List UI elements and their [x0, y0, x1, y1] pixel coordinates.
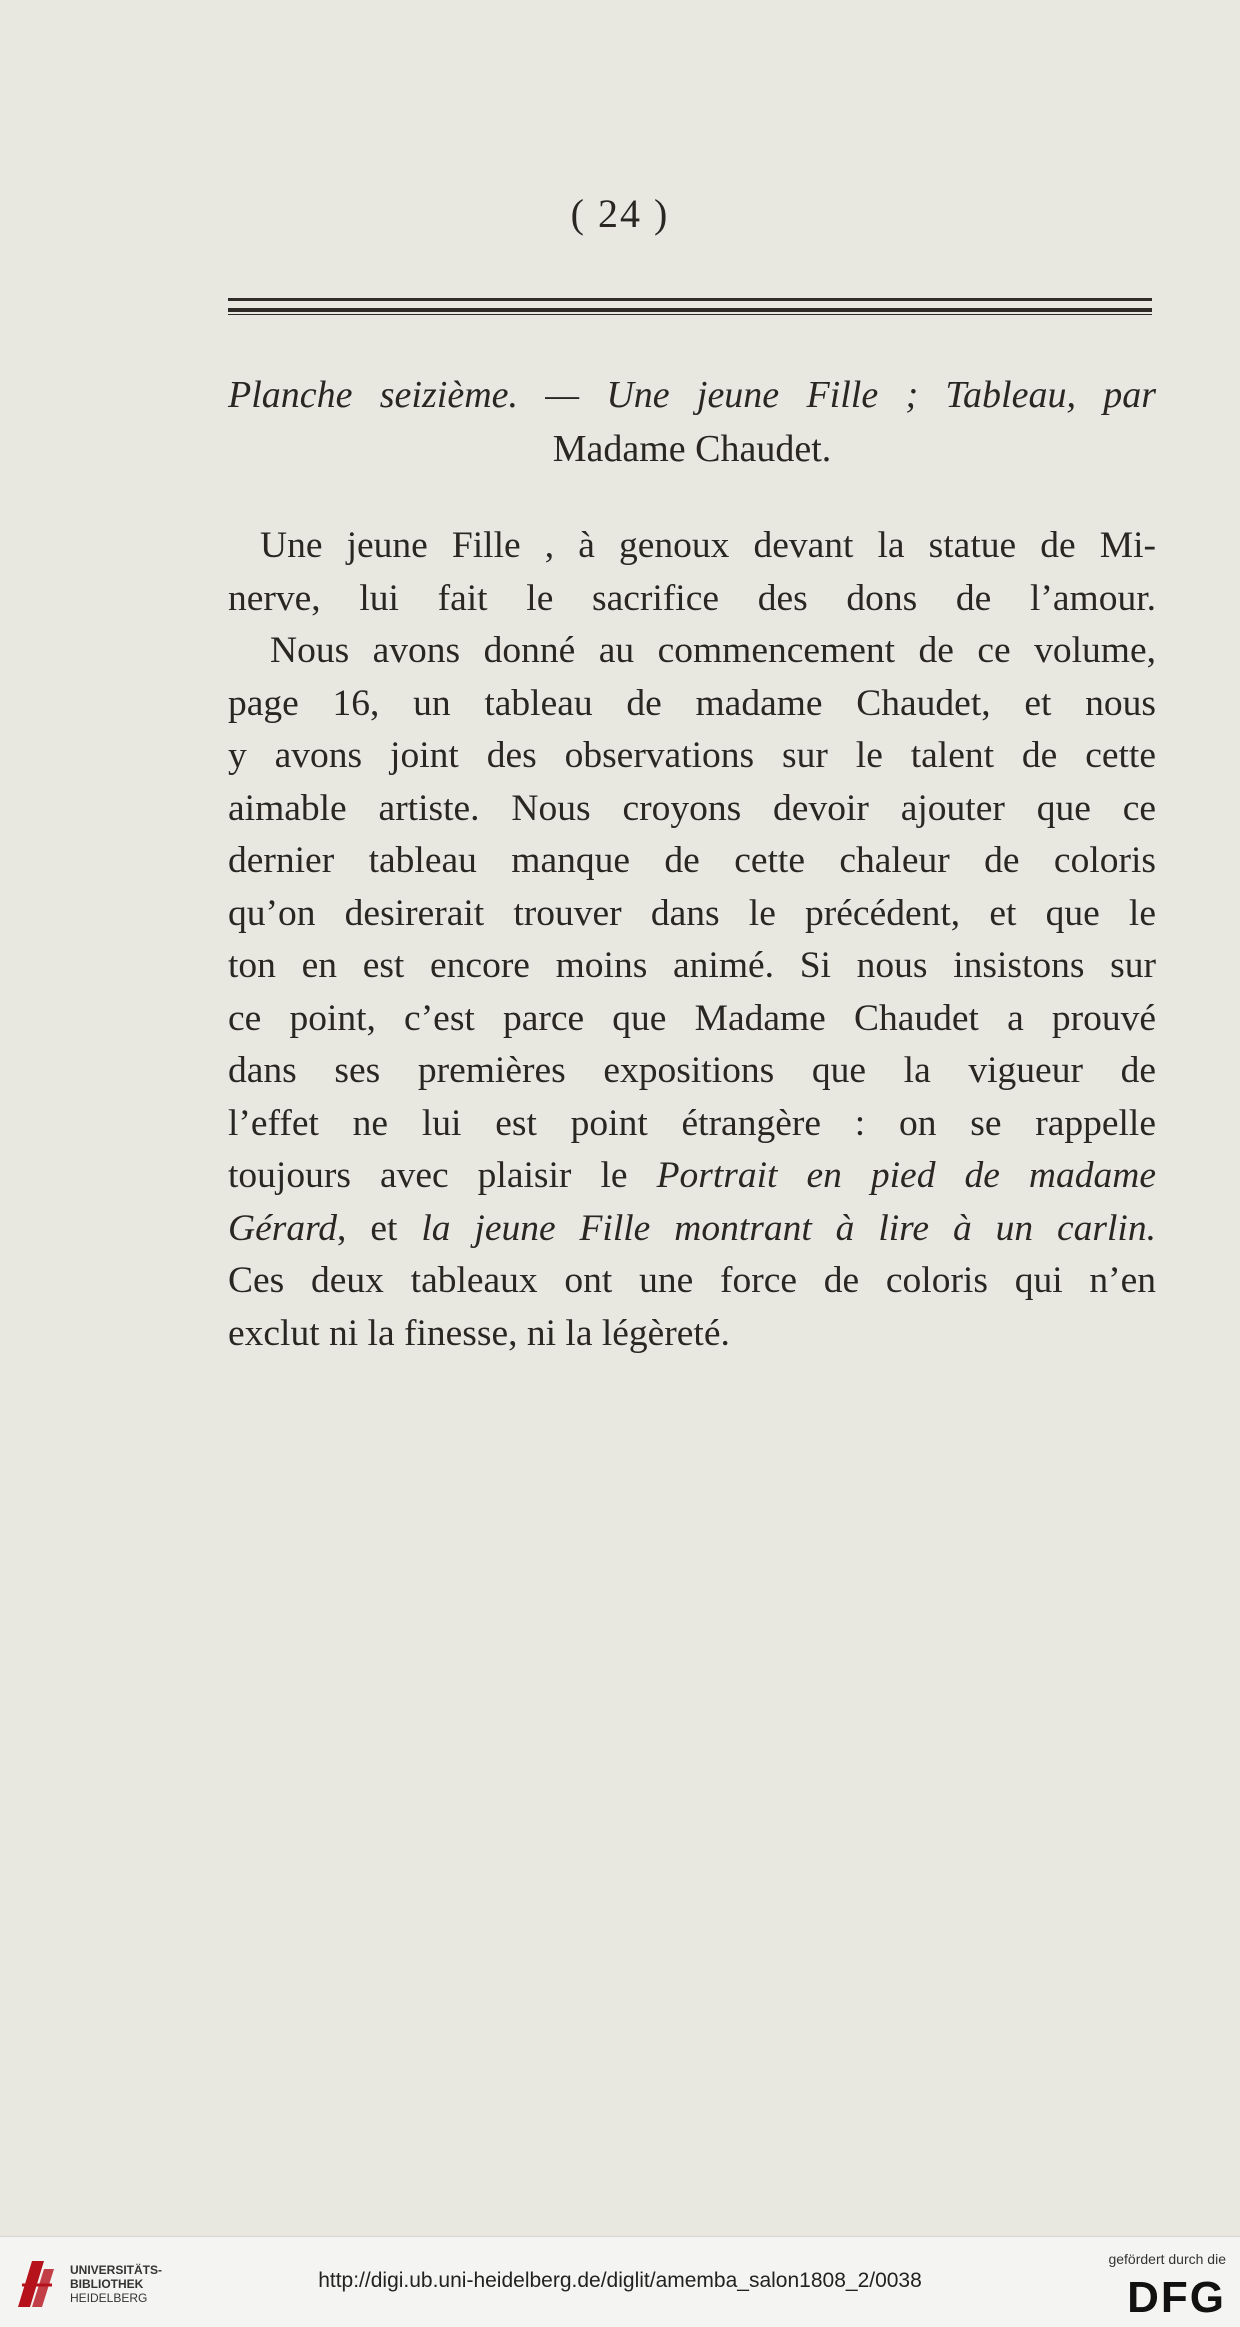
dfg-logo[interactable]: DFG: [1127, 2273, 1226, 2322]
text-line: page 16, un tableau de madame Chaudet, et nous: [228, 682, 1156, 724]
plate-title: Planche seizième. — Une jeune Fille ; Tableau, par: [228, 374, 1156, 416]
text-line-last: exclut ni la finesse, ni la légèreté.: [228, 1312, 730, 1354]
italic-title: Gérard: [228, 1207, 338, 1249]
text-line: dernier tableau manque de cette chaleur de coloris: [228, 840, 1156, 881]
text-line: Une jeune Fille , à genoux devant la statue de Mi-: [260, 525, 1156, 566]
library-name-line: BIBLIOTHEK: [70, 2277, 144, 2291]
page-number: ( 24 ): [570, 191, 670, 236]
header-rule-bottom: [228, 314, 1152, 315]
text-line: dans ses premières expositions que la vigueur de: [228, 1050, 1156, 1091]
text-line: ce point, c’est parce que Madame Chaudet a prouvé: [228, 997, 1156, 1039]
text-line: qu’on desirerait trouver dans le précédent, et que le: [228, 892, 1156, 934]
italic-title: la jeune Fille montrant à lire à un carlin.: [421, 1207, 1156, 1249]
library-name-line: HEIDELBERG: [70, 2291, 148, 2305]
text-line: ton en est encore moins animé. Si nous insistons sur: [228, 945, 1156, 986]
library-name-line: UNIVERSITÄTS-: [70, 2263, 163, 2277]
text-line-mixed: [228, 1150, 1156, 1203]
text-line: Nous avons donné au commencement de ce volume,: [270, 630, 1156, 671]
funded-by-label: gefördert durch die: [1108, 2251, 1226, 2267]
text-run: , et: [337, 1207, 422, 1249]
header-rule-top: [228, 298, 1152, 301]
italic-title: Portrait en pied de madame: [656, 1155, 1156, 1196]
text-line-mixed: [228, 1203, 1156, 1256]
text-line: nerve, lui fait le sacrifice des dons de l’amour.: [228, 577, 1156, 619]
text-line: aimable artiste. Nous croyons devoir ajouter que ce: [228, 787, 1156, 829]
viewer-footer: [0, 2236, 1240, 2327]
header-rule-middle: [228, 308, 1152, 312]
permalink-url[interactable]: http://digi.ub.uni-heidelberg.de/diglit/amemba_salon1808_2/0038: [318, 2269, 922, 2292]
text-line: l’effet ne lui est point étrangère : on se rappelle: [228, 1102, 1156, 1144]
plate-heading: [228, 368, 1156, 476]
text-line: y avons joint des observations sur le talent de cette: [228, 735, 1156, 776]
body-text: [228, 520, 1156, 1360]
text-run: toujours avec plaisir le: [228, 1155, 657, 1196]
text-line: Ces deux tableaux ont une force de coloris qui n’en: [228, 1260, 1156, 1301]
plate-artist: Madame Chaudet.: [552, 428, 832, 470]
